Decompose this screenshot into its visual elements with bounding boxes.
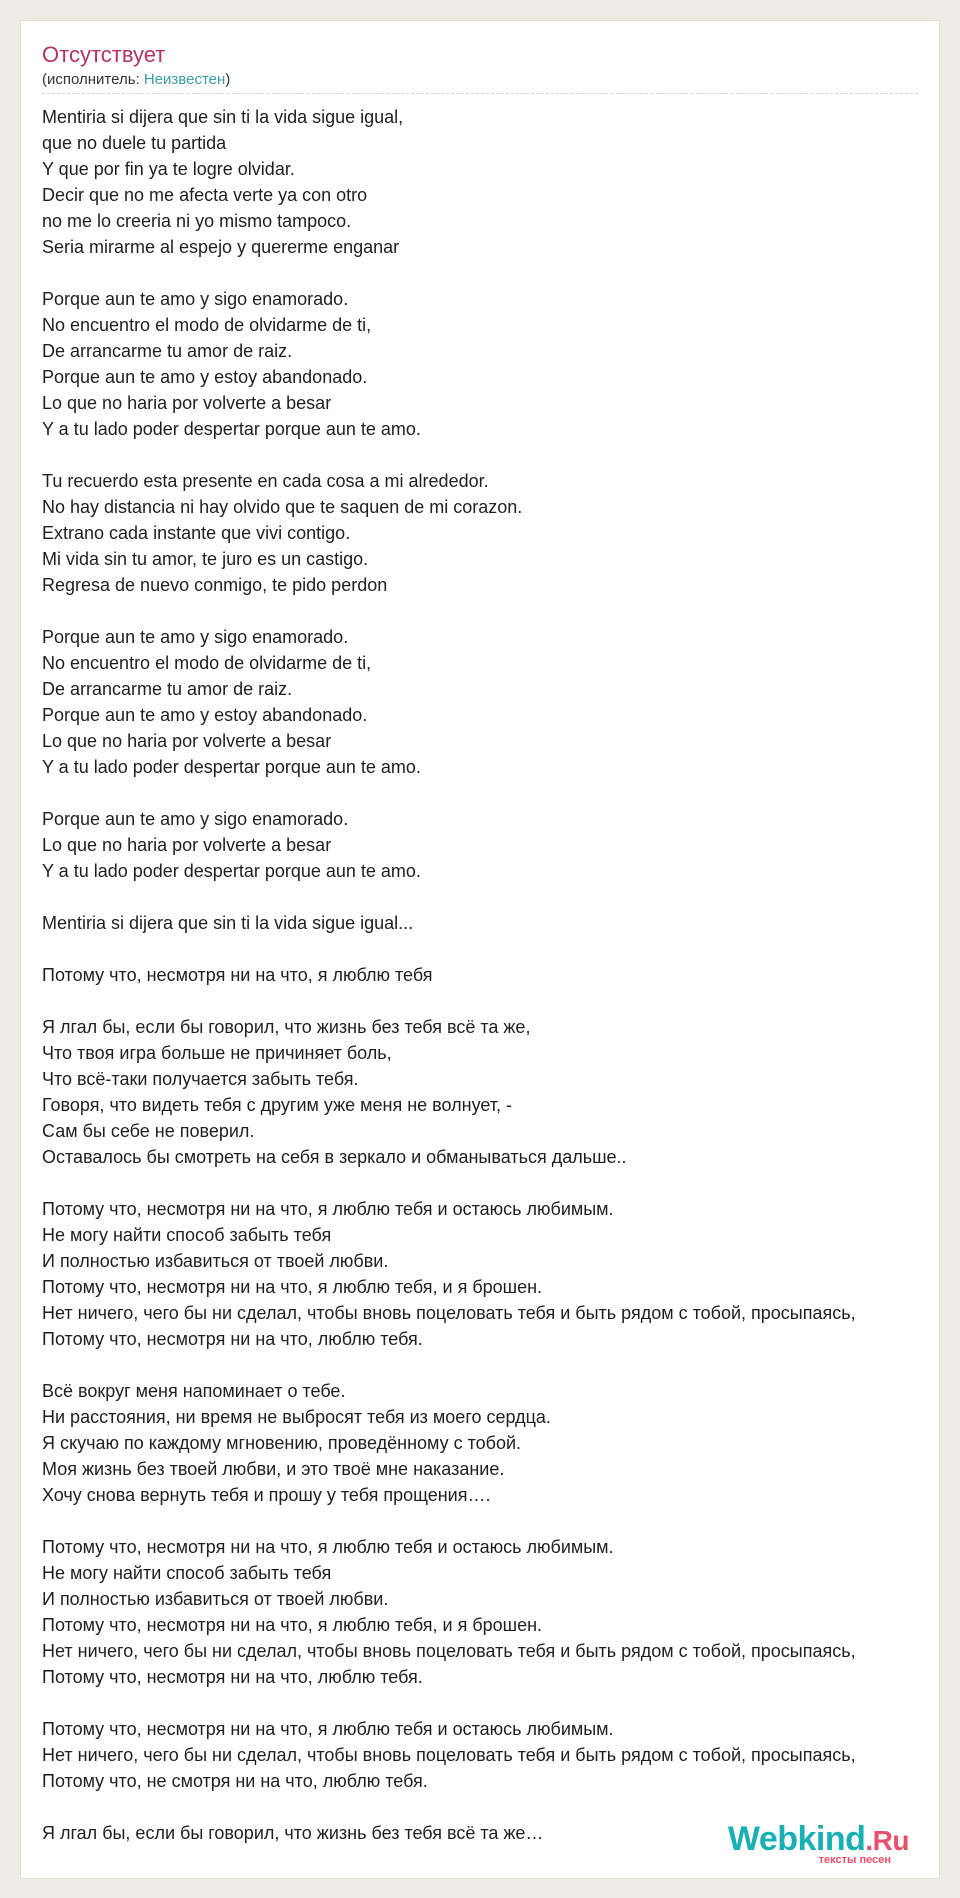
lyric-line: Lo que no haria por volverte a besar	[42, 731, 332, 751]
lyric-line: Lo que no haria por volverte a besar	[42, 393, 332, 413]
lyric-line: Потому что, несмотря ни на что, люблю тебя.	[42, 1667, 423, 1687]
lyric-line: Ни расстояния, ни время не выбросят тебя из моего сердца.	[42, 1407, 551, 1427]
lyric-line: Сам бы себе не поверил.	[42, 1121, 255, 1141]
stanza-break	[42, 936, 856, 962]
artist-suffix: )	[225, 71, 231, 88]
lyric-line: Потому что, несмотря ни на что, люблю тебя.	[42, 1329, 423, 1349]
lyric-line: Porque aun te amo y sigo enamorado.	[42, 809, 349, 829]
lyric-line: Я лгал бы, если бы говорил, что жизнь без тебя всё та же…	[42, 1823, 544, 1843]
lyrics-card	[20, 20, 940, 1879]
lyric-line: Всё вокруг меня напоминает о тебе.	[42, 1381, 346, 1401]
stanza-break	[42, 1352, 856, 1378]
lyric-line: Не могу найти способ забыть тебя	[42, 1563, 332, 1583]
lyric-line: Seria mirarme al espejo y quererme enganar	[42, 237, 400, 257]
lyric-line: Моя жизнь без твоей любви, и это твоё мне наказание.	[42, 1459, 505, 1479]
lyric-line: Regresa de nuevo conmigo, te pido perdon	[42, 575, 388, 595]
lyric-line: Потому что, не смотря ни на что, люблю тебя.	[42, 1771, 428, 1791]
lyric-line: Extrano cada instante que vivi contigo.	[42, 523, 351, 543]
lyrics-body	[42, 104, 856, 1846]
lyric-line: que no duele tu partida	[42, 133, 227, 153]
lyric-line: Потому что, несмотря ни на что, я люблю тебя и остаюсь любимым.	[42, 1199, 614, 1219]
lyric-line: Нет ничего, чего бы ни сделал, чтобы вновь поцеловать тебя и быть рядом с тобой, просыпаясь,	[42, 1745, 856, 1765]
lyric-line: No encuentro el modo de olvidarme de ti,	[42, 315, 372, 335]
lyric-line: Потому что, несмотря ни на что, я люблю тебя, и я брошен.	[42, 1615, 543, 1635]
lyric-line: Y que por fin ya te logre olvidar.	[42, 159, 295, 179]
lyric-line: И полностью избавиться от твоей любви.	[42, 1251, 389, 1271]
lyric-line: Потому что, несмотря ни на что, я люблю тебя и остаюсь любимым.	[42, 1537, 614, 1557]
watermark-main: Webkind	[727, 1820, 866, 1858]
watermark-logo	[728, 1822, 909, 1858]
lyric-line: Нет ничего, чего бы ни сделал, чтобы вновь поцеловать тебя и быть рядом с тобой, просыпаясь,	[42, 1641, 856, 1661]
lyric-line: Mentiria si dijera que sin ti la vida sigue igual,	[42, 107, 404, 127]
artist-prefix: (исполнитель:	[42, 71, 144, 88]
lyric-line: Хочу снова вернуть тебя и прошу у тебя прощения….	[42, 1485, 491, 1505]
lyric-line: Mentiria si dijera que sin ti la vida sigue igual...	[42, 913, 414, 933]
lyric-line: Потому что, несмотря ни на что, я люблю тебя, и я брошен.	[42, 1277, 543, 1297]
stanza-break	[42, 1508, 856, 1534]
stanza-break	[42, 442, 856, 468]
lyric-line: Что твоя игра больше не причиняет боль,	[42, 1043, 392, 1063]
lyric-line: De arrancarme tu amor de raiz.	[42, 341, 293, 361]
lyric-line: No hay distancia ni hay olvido que te saquen de mi corazon.	[42, 497, 523, 517]
lyric-line: No encuentro el modo de olvidarme de ti,	[42, 653, 372, 673]
lyric-line: Lo que no haria por volverte a besar	[42, 835, 332, 855]
lyric-line: И полностью избавиться от твоей любви.	[42, 1589, 389, 1609]
lyric-line: Porque aun te amo y sigo enamorado.	[42, 627, 349, 647]
lyric-line: Porque aun te amo y estoy abandonado.	[42, 367, 368, 387]
stanza-break	[42, 260, 856, 286]
stanza-break	[42, 598, 856, 624]
watermark-domain: .Ru	[865, 1825, 909, 1856]
lyric-line: Decir que no me afecta verte ya con otro	[42, 185, 368, 205]
lyric-line: no me lo creeria ni yo mismo tampoco.	[42, 211, 352, 231]
lyric-line: Я скучаю по каждому мгновению, проведённому с тобой.	[42, 1433, 522, 1453]
lyric-line: Y a tu lado poder despertar porque aun te amo.	[42, 757, 421, 777]
lyric-line: Porque aun te amo y sigo enamorado.	[42, 289, 349, 309]
title-divider	[42, 93, 918, 94]
lyric-line: Mi vida sin tu amor, te juro es un castigo.	[42, 549, 369, 569]
stanza-break	[42, 1794, 856, 1820]
lyric-line: De arrancarme tu amor de raiz.	[42, 679, 293, 699]
lyric-line: Говоря, что видеть тебя с другим уже меня не волнует, -	[42, 1095, 513, 1115]
site-watermark	[728, 1822, 909, 1866]
stanza-break	[42, 780, 856, 806]
lyric-line: Y a tu lado poder despertar porque aun te amo.	[42, 861, 421, 881]
artist-link[interactable]: Неизвестен	[143, 71, 226, 88]
lyric-line: Tu recuerdo esta presente en cada cosa a mi alrededor.	[42, 471, 489, 491]
lyric-line: Потому что, несмотря ни на что, я люблю тебя	[42, 965, 433, 985]
lyric-line: Я лгал бы, если бы говорил, что жизнь без тебя всё та же,	[42, 1017, 531, 1037]
stanza-break	[42, 1170, 856, 1196]
watermark-subtitle: тексты песен	[818, 1854, 891, 1866]
lyric-line: Потому что, несмотря ни на что, я люблю тебя и остаюсь любимым.	[42, 1719, 614, 1739]
stanza-break	[42, 884, 856, 910]
lyric-line: Не могу найти способ забыть тебя	[42, 1225, 332, 1245]
artist-line	[42, 71, 230, 88]
lyric-line: Porque aun te amo y estoy abandonado.	[42, 705, 368, 725]
song-title: Отсутствует	[42, 42, 166, 67]
lyric-line: Нет ничего, чего бы ни сделал, чтобы вновь поцеловать тебя и быть рядом с тобой, просыпаясь,	[42, 1303, 856, 1323]
lyric-line: Что всё-таки получается забыть тебя.	[42, 1069, 359, 1089]
lyric-line: Оставалось бы смотреть на себя в зеркало и обманываться дальше..	[42, 1147, 627, 1167]
stanza-break	[42, 1690, 856, 1716]
lyric-line: Y a tu lado poder despertar porque aun te amo.	[42, 419, 421, 439]
stanza-break	[42, 988, 856, 1014]
